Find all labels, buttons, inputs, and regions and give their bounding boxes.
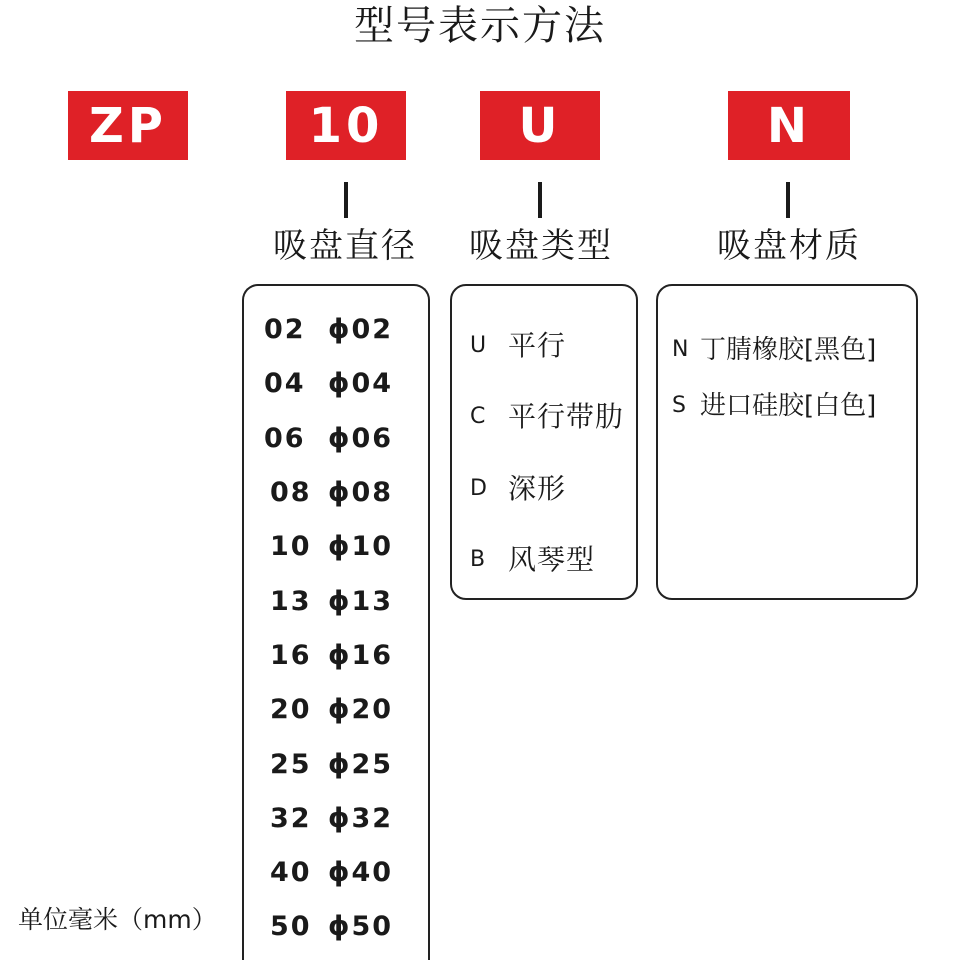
diameter-row [244,364,428,404]
diameter-value: ϕ25 [328,749,394,780]
material-category-label: 吸盘材质 [717,226,861,266]
diameter-connector-line [344,182,348,218]
diameter-code: 04 [264,368,306,399]
diameter-code: 32 [270,803,312,834]
diameter-list-panel [242,284,430,960]
diameter-row [244,853,428,893]
diameter-code: 50 [270,911,312,942]
diameter-code: 06 [264,423,306,454]
type-category-label: 吸盘类型 [469,226,613,266]
diameter-row [244,419,428,459]
diameter-code: 13 [270,586,312,617]
diameter-code: 20 [270,694,312,725]
diameter-code: 40 [270,857,312,888]
diameter-code: 02 [264,314,306,345]
diameter-row [244,473,428,513]
type-option-code: U [470,333,487,358]
diameter-value: ϕ32 [328,803,394,834]
diameter-row [244,636,428,676]
diameter-row [244,799,428,839]
diameter-value: ϕ20 [328,694,394,725]
material-option-code: S [672,393,686,418]
material-connector-line [786,182,790,218]
diameter-row [244,690,428,730]
diameter-code: 25 [270,749,312,780]
diameter-value: ϕ08 [328,477,394,508]
series-code-box: ZP [68,91,188,160]
material-code-box: N [728,91,850,160]
type-option-label: 平行带肋 [508,400,625,433]
type-connector-line [538,182,542,218]
diameter-value: ϕ16 [328,640,394,671]
diameter-code-box: 10 [286,91,406,160]
diameter-code: 08 [270,477,312,508]
diameter-value: ϕ40 [328,857,394,888]
type-option-code: B [470,547,486,572]
diameter-row [244,582,428,622]
diameter-value: ϕ02 [328,314,394,345]
type-option-label: 深形 [508,472,567,505]
diameter-row [244,907,428,947]
diameter-code: 10 [270,531,312,562]
diameter-category-label: 吸盘直径 [273,226,417,266]
diameter-value: ϕ04 [328,368,394,399]
material-option-code: N [672,337,689,362]
type-option-code: D [470,476,487,501]
diameter-value: ϕ10 [328,531,394,562]
diameter-value: ϕ50 [328,911,394,942]
type-option-label: 平行 [508,329,567,362]
diameter-row [244,527,428,567]
diameter-value: ϕ13 [328,586,394,617]
type-code-box: U [480,91,600,160]
type-option-code: C [470,404,486,429]
diameter-row [244,310,428,350]
diameter-row [244,745,428,785]
diameter-code: 16 [270,640,312,671]
material-option-label: 丁腈橡胶[黑色] [700,335,877,365]
type-option-label: 风琴型 [508,543,596,576]
unit-note: 单位毫米（mm） [18,905,217,934]
material-list-panel [656,284,918,600]
page-title: 型号表示方法 [354,3,606,49]
diameter-value: ϕ06 [328,423,394,454]
type-list-panel [450,284,638,600]
material-option-label: 进口硅胶[白色] [700,391,877,421]
